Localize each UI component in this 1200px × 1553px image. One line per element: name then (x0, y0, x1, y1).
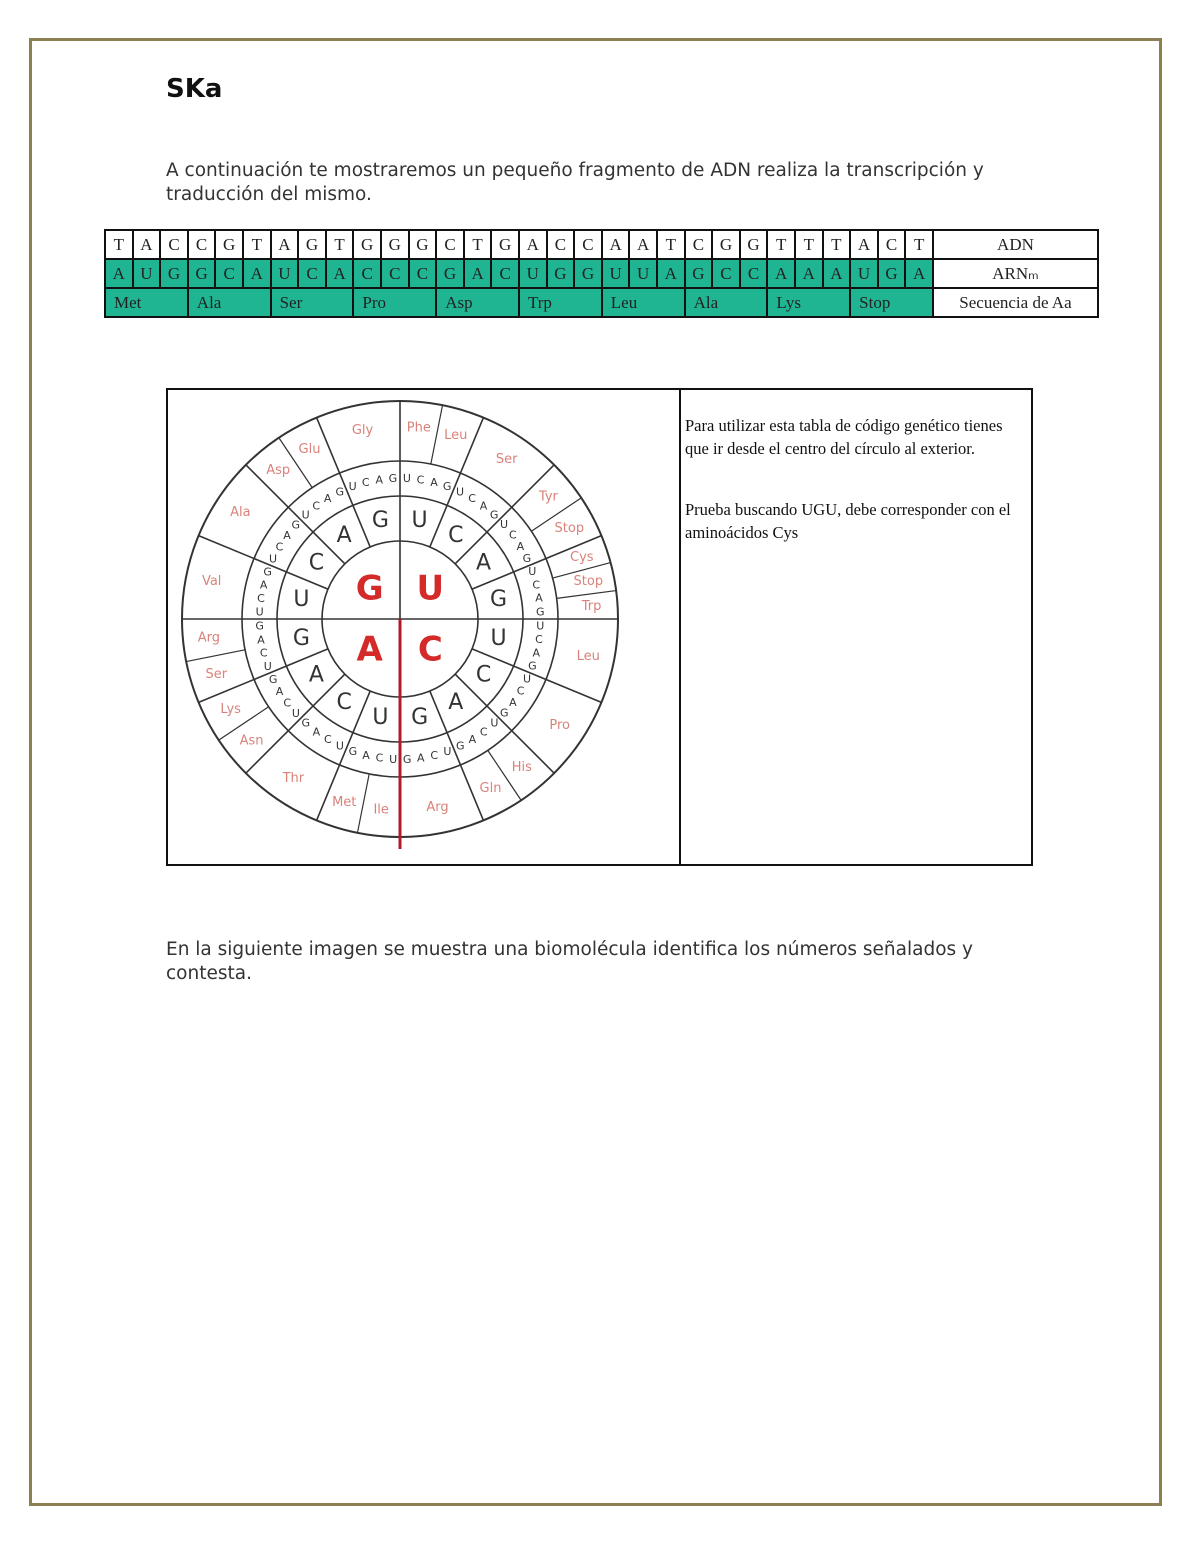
third-base-letter: G (335, 485, 345, 499)
third-base-letter: C (375, 751, 384, 765)
arn-base-cell: A (243, 259, 271, 288)
arn-label: ARNₘ (933, 259, 1098, 288)
adn-base-cell: T (464, 230, 492, 259)
arn-base-cell: U (602, 259, 630, 288)
arn-base-cell: A (767, 259, 795, 288)
third-base-letter: A (323, 492, 332, 506)
third-base-letter: G (522, 552, 532, 566)
amino-divider (357, 774, 369, 833)
adn-base-cell: G (298, 230, 326, 259)
amino-divider (186, 650, 245, 662)
arn-base-cell: A (464, 259, 492, 288)
amino-divider (557, 591, 616, 599)
third-base-letter: U (490, 716, 499, 730)
arn-base-cell: C (381, 259, 409, 288)
amino-acid-cell: Ser (271, 288, 354, 317)
third-base-letter: U (443, 744, 452, 758)
third-base-letter: C (532, 578, 541, 592)
outro-paragraph: En la siguiente imagen se muestra una biomolécula identifica los números señalados y contesta. (166, 939, 973, 984)
arn-base-cell: U (850, 259, 878, 288)
arn-base-cell: G (547, 259, 575, 288)
amino-acid-label: Ala (230, 504, 251, 520)
amino-acid-label: Arg (197, 630, 221, 646)
arn-row (105, 259, 1098, 288)
hint-note: Prueba buscando UGU, debe corresponder con el aminoácidos Cys (685, 500, 1011, 542)
third-base-letter: G (499, 706, 509, 720)
adn-base-cell: T (105, 230, 133, 259)
second-base-label: C (448, 522, 464, 548)
amino-acid-cell: Stop (850, 288, 933, 317)
third-base-letter: G (528, 659, 537, 673)
arn-base-cell: C (298, 259, 326, 288)
arn-base-cell: U (629, 259, 657, 288)
arn-base-cell: G (685, 259, 713, 288)
arn-base-cell: G (574, 259, 602, 288)
first-base-label: A (356, 629, 383, 670)
adn-base-cell: C (547, 230, 575, 259)
third-base-letter: C (361, 476, 370, 490)
third-base-letter: C (324, 733, 332, 747)
second-base-divider (246, 465, 345, 564)
third-base-letter: G (402, 752, 412, 766)
third-base-letter: U (456, 485, 465, 499)
amino-acid-label: Gln (479, 780, 502, 796)
amino-acid-label: Ser (205, 667, 228, 683)
third-base-letter: U (263, 659, 272, 673)
third-base-letter: U (536, 619, 545, 633)
amino-acid-cell: Asp (436, 288, 519, 317)
second-base-divider (455, 674, 554, 773)
amino-acid-label: Secuencia de Aa (933, 288, 1098, 317)
adn-base-cell: T (823, 230, 851, 259)
third-base-letter: A (532, 646, 541, 660)
arn-base-cell: C (353, 259, 381, 288)
third-base-letter: G (301, 716, 311, 730)
amino-acid-label: Leu (444, 427, 468, 443)
box-divider (679, 390, 681, 864)
second-base-label: U (490, 626, 507, 652)
third-base-letter: A (275, 684, 284, 698)
second-base-label: A (476, 550, 492, 576)
adn-base-cell: T (767, 230, 795, 259)
amino-acid-row (105, 288, 1098, 317)
amino-acid-label: Asn (239, 733, 264, 749)
third-base-letter: C (516, 684, 525, 698)
adn-base-cell: T (905, 230, 933, 259)
third-base-letter: G (348, 744, 358, 758)
third-base-letter: A (468, 732, 477, 746)
second-base-label: G (292, 626, 310, 652)
third-base-letter: C (283, 696, 292, 710)
third-base-letter: C (257, 591, 265, 605)
adn-base-cell: A (602, 230, 630, 259)
arn-base-cell: C (409, 259, 437, 288)
third-base-letter: C (416, 473, 425, 487)
third-base-letter: A (259, 578, 268, 592)
amino-acid-cell: Trp (519, 288, 602, 317)
second-base-label: U (372, 705, 389, 731)
adn-base-cell: T (326, 230, 354, 259)
adn-base-cell: C (685, 230, 713, 259)
arn-base-cell: U (133, 259, 161, 288)
amino-acid-label: Trp (581, 598, 602, 614)
third-base-letter: A (417, 751, 425, 765)
adn-base-cell: G (215, 230, 243, 259)
arn-base-cell: A (795, 259, 823, 288)
third-base-letter: G (263, 565, 272, 579)
second-base-label: C (475, 662, 492, 688)
arn-base-cell: A (326, 259, 354, 288)
arn-base-cell: C (491, 259, 519, 288)
third-base-letter: U (291, 706, 300, 720)
first-base-label: C (417, 629, 443, 670)
amino-acid-cell: Ala (188, 288, 271, 317)
amino-acid-label: Thr (282, 771, 305, 787)
arn-base-cell: A (905, 259, 933, 288)
third-base-letter: U (301, 508, 310, 522)
intro-paragraph: A continuación te mostraremos un pequeño fragmento de ADN realiza la transcripción y traducción del mismo. (166, 160, 984, 205)
page-title: SKa (166, 74, 223, 104)
third-base-letter: U (522, 672, 532, 686)
third-base-letter: A (516, 540, 525, 554)
amino-acid-label: Cys (570, 549, 594, 565)
third-base-letter: G (536, 605, 545, 619)
third-base-letter: U (389, 752, 398, 766)
third-base-letter: C (508, 528, 517, 542)
adn-base-cell: A (271, 230, 299, 259)
third-base-letter: G (455, 739, 465, 753)
adn-base-cell: C (878, 230, 906, 259)
amino-acid-label: Tyr (538, 489, 558, 505)
third-base-letter: C (275, 540, 284, 554)
amino-acid-label: Stop (573, 574, 604, 590)
third-base-letter: U (528, 565, 537, 579)
third-base-letter: U (335, 739, 344, 753)
amino-acid-label: Ser (495, 451, 518, 467)
second-base-label: A (336, 522, 352, 548)
adn-base-cell: C (436, 230, 464, 259)
third-base-letter: C (259, 646, 268, 660)
transcription-table (104, 229, 1099, 318)
amino-acid-label: Arg (426, 799, 449, 815)
amino-acid-cell: Lys (767, 288, 850, 317)
adn-base-cell: G (740, 230, 768, 259)
arn-base-cell: G (436, 259, 464, 288)
amino-acid-label: Leu (576, 648, 600, 664)
amino-acid-label: Phe (406, 420, 431, 436)
second-base-label: U (411, 507, 428, 533)
arn-base-cell: C (740, 259, 768, 288)
third-base-letter: U (348, 480, 357, 494)
adn-base-cell: G (409, 230, 437, 259)
adn-label: ADN (933, 230, 1098, 259)
adn-base-cell: C (160, 230, 188, 259)
third-base-letter: A (257, 633, 265, 647)
adn-base-cell: G (353, 230, 381, 259)
arn-base-cell: G (188, 259, 216, 288)
third-base-letter: C (535, 633, 543, 647)
third-base-letter: U (255, 605, 264, 619)
amino-acid-label: Val (201, 574, 222, 590)
third-base-letter: G (442, 480, 452, 494)
third-base-letter: A (430, 476, 438, 490)
adn-base-cell: A (629, 230, 657, 259)
third-base-letter: C (430, 748, 439, 762)
second-base-label: A (448, 690, 464, 716)
second-base-label: G (490, 586, 508, 612)
adn-base-cell: G (381, 230, 409, 259)
arn-base-cell: U (519, 259, 547, 288)
second-base-divider (455, 465, 554, 564)
adn-base-cell: C (574, 230, 602, 259)
adn-base-cell: C (188, 230, 216, 259)
second-base-label: G (371, 507, 389, 533)
genetic-code-wheel (168, 390, 678, 864)
arn-base-cell: G (160, 259, 188, 288)
arn-base-cell: A (823, 259, 851, 288)
amino-acid-label: Gly (351, 423, 374, 439)
second-base-label: U (293, 586, 310, 612)
third-base-letter: U (268, 552, 278, 566)
third-base-letter: G (388, 472, 398, 486)
amino-acid-cell: Ala (685, 288, 768, 317)
adn-row (105, 230, 1098, 259)
third-base-letter: C (479, 725, 488, 739)
third-base-letter: G (268, 672, 278, 686)
third-base-letter: G (291, 518, 301, 532)
amino-acid-cell: Met (105, 288, 188, 317)
third-base-letter: A (283, 528, 291, 542)
third-base-letter: A (362, 748, 370, 762)
third-base-letter: A (479, 499, 488, 513)
second-base-label: A (308, 662, 324, 688)
adn-base-cell: A (133, 230, 161, 259)
amino-acid-label: Glu (298, 442, 321, 458)
amino-acid-cell: Leu (602, 288, 685, 317)
adn-base-cell: T (243, 230, 271, 259)
amino-divider (431, 405, 443, 464)
arn-base-cell: A (657, 259, 685, 288)
arn-base-cell: U (271, 259, 299, 288)
arn-base-cell: G (878, 259, 906, 288)
third-base-letter: U (402, 472, 411, 486)
arn-base-cell: A (105, 259, 133, 288)
third-base-letter: A (535, 591, 543, 605)
amino-acid-label: His (511, 759, 532, 775)
amino-acid-label: Pro (549, 718, 570, 734)
third-base-letter: A (375, 473, 383, 487)
second-base-label: C (308, 550, 325, 576)
arn-base-cell: C (215, 259, 243, 288)
first-base-label: G (355, 568, 384, 609)
amino-acid-label: Asp (266, 463, 291, 479)
third-base-letter: C (312, 499, 321, 513)
adn-base-cell: G (712, 230, 740, 259)
third-base-letter: A (312, 725, 321, 739)
genetic-code-box (166, 388, 1033, 866)
adn-base-cell: A (850, 230, 878, 259)
arn-base-cell: C (712, 259, 740, 288)
first-base-label: U (416, 568, 445, 609)
third-base-letter: U (500, 518, 509, 532)
amino-acid-label: Lys (220, 702, 241, 718)
amino-acid-label: Ile (373, 802, 389, 818)
amino-acid-label: Met (332, 795, 357, 811)
instruction-note: Para utilizar esta tabla de código genético tienes que ir desde el centro del círculo al exterior. (685, 416, 1003, 458)
second-base-label: C (336, 690, 352, 716)
second-base-divider (246, 674, 345, 773)
third-base-letter: G (489, 508, 499, 522)
adn-base-cell: T (795, 230, 823, 259)
adn-base-cell: A (519, 230, 547, 259)
third-base-letter: A (509, 696, 517, 710)
adn-base-cell: G (491, 230, 519, 259)
second-base-label: G (411, 705, 429, 731)
adn-base-cell: T (657, 230, 685, 259)
third-base-letter: G (255, 619, 264, 633)
amino-acid-cell: Pro (353, 288, 436, 317)
third-base-letter: C (468, 491, 476, 505)
amino-acid-label: Stop (554, 520, 585, 536)
